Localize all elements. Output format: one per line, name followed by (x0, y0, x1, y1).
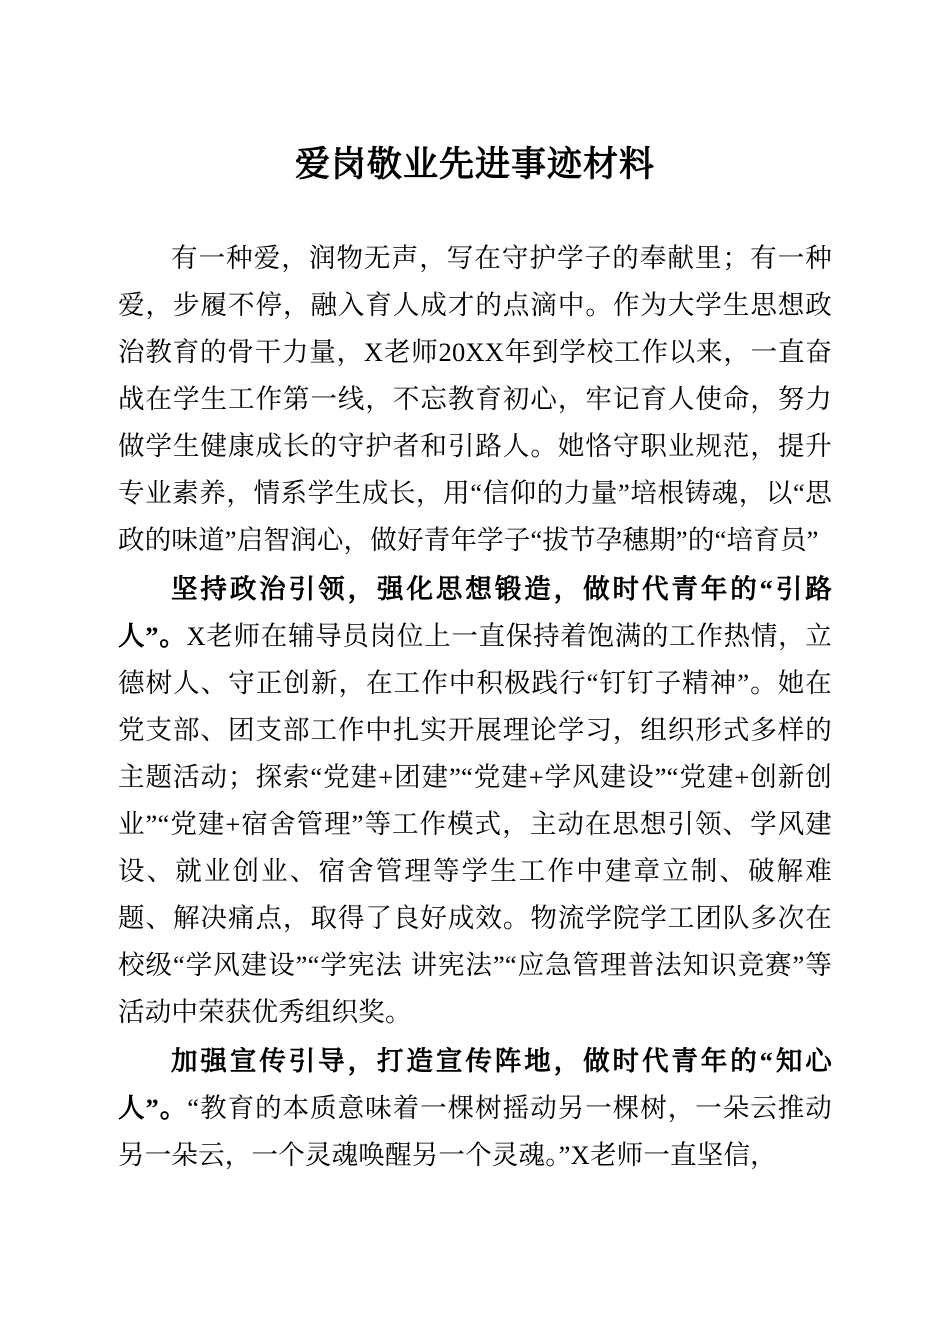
page-title: 爱岗敬业先进事迹材料 (294, 145, 655, 184)
paragraph-2-lead: 坚持政治引领，强化思想锻造，做时代青年的“引路人”。 (118, 574, 832, 651)
paragraph-3-lead: 加强宣传引导，打造宣传阵地，做时代青年的“知心人”。 (118, 1046, 832, 1123)
paragraph-1-text: 有一种爱，润物无声，写在守护学子的奉献里；有一种爱，步履不停，融入育人成才的点滴中。作为大学生思想政治教育的骨干力量，X老师20XX年到学校工作以来，一直奋战在学生工作第一线，不忘教育初心，牢记育人使命，努力做学生健康成长的守护者和引路人。她恪守职业规范，提升专业素养，情系学生成长，用“信仰的力量”培根铸魂，以“思政的味道”启智润心，做好青年学子“拔节孕穗期”的“培育员” (118, 243, 832, 555)
paragraph-3 (118, 1038, 832, 1179)
paragraph-2 (118, 566, 832, 1036)
paragraph-3-text: “教育的本质意味着一棵树摇动另一棵树，一朵云推动另一朵云，一个灵魂唤醒另一个灵魂。”X老师一直坚信， (118, 1093, 833, 1170)
paragraph-2-text: X老师在辅导员岗位上一直保持着饱满的工作热情，立德树人、守正创新，在工作中积极践行“钉钉子精神”。她在党支部、团支部工作中扎实开展理论学习，组织形式多样的主题活动；探索“党建+团建”“党建+学风建设”“党建+创新创业”“党建+宿舍管理”等工作模式，主动在思想引领、学风建设、就业创业、宿舍管理等学生工作中建章立制、破解难题、解决痛点，取得了良好成效。物流学院学工团队多次在校级“学风建设”“学宪法 讲宪法”“应急管理普法知识竞赛”等活动中荣获优秀组织奖。 (118, 621, 832, 1027)
paragraph-1 (118, 235, 832, 564)
